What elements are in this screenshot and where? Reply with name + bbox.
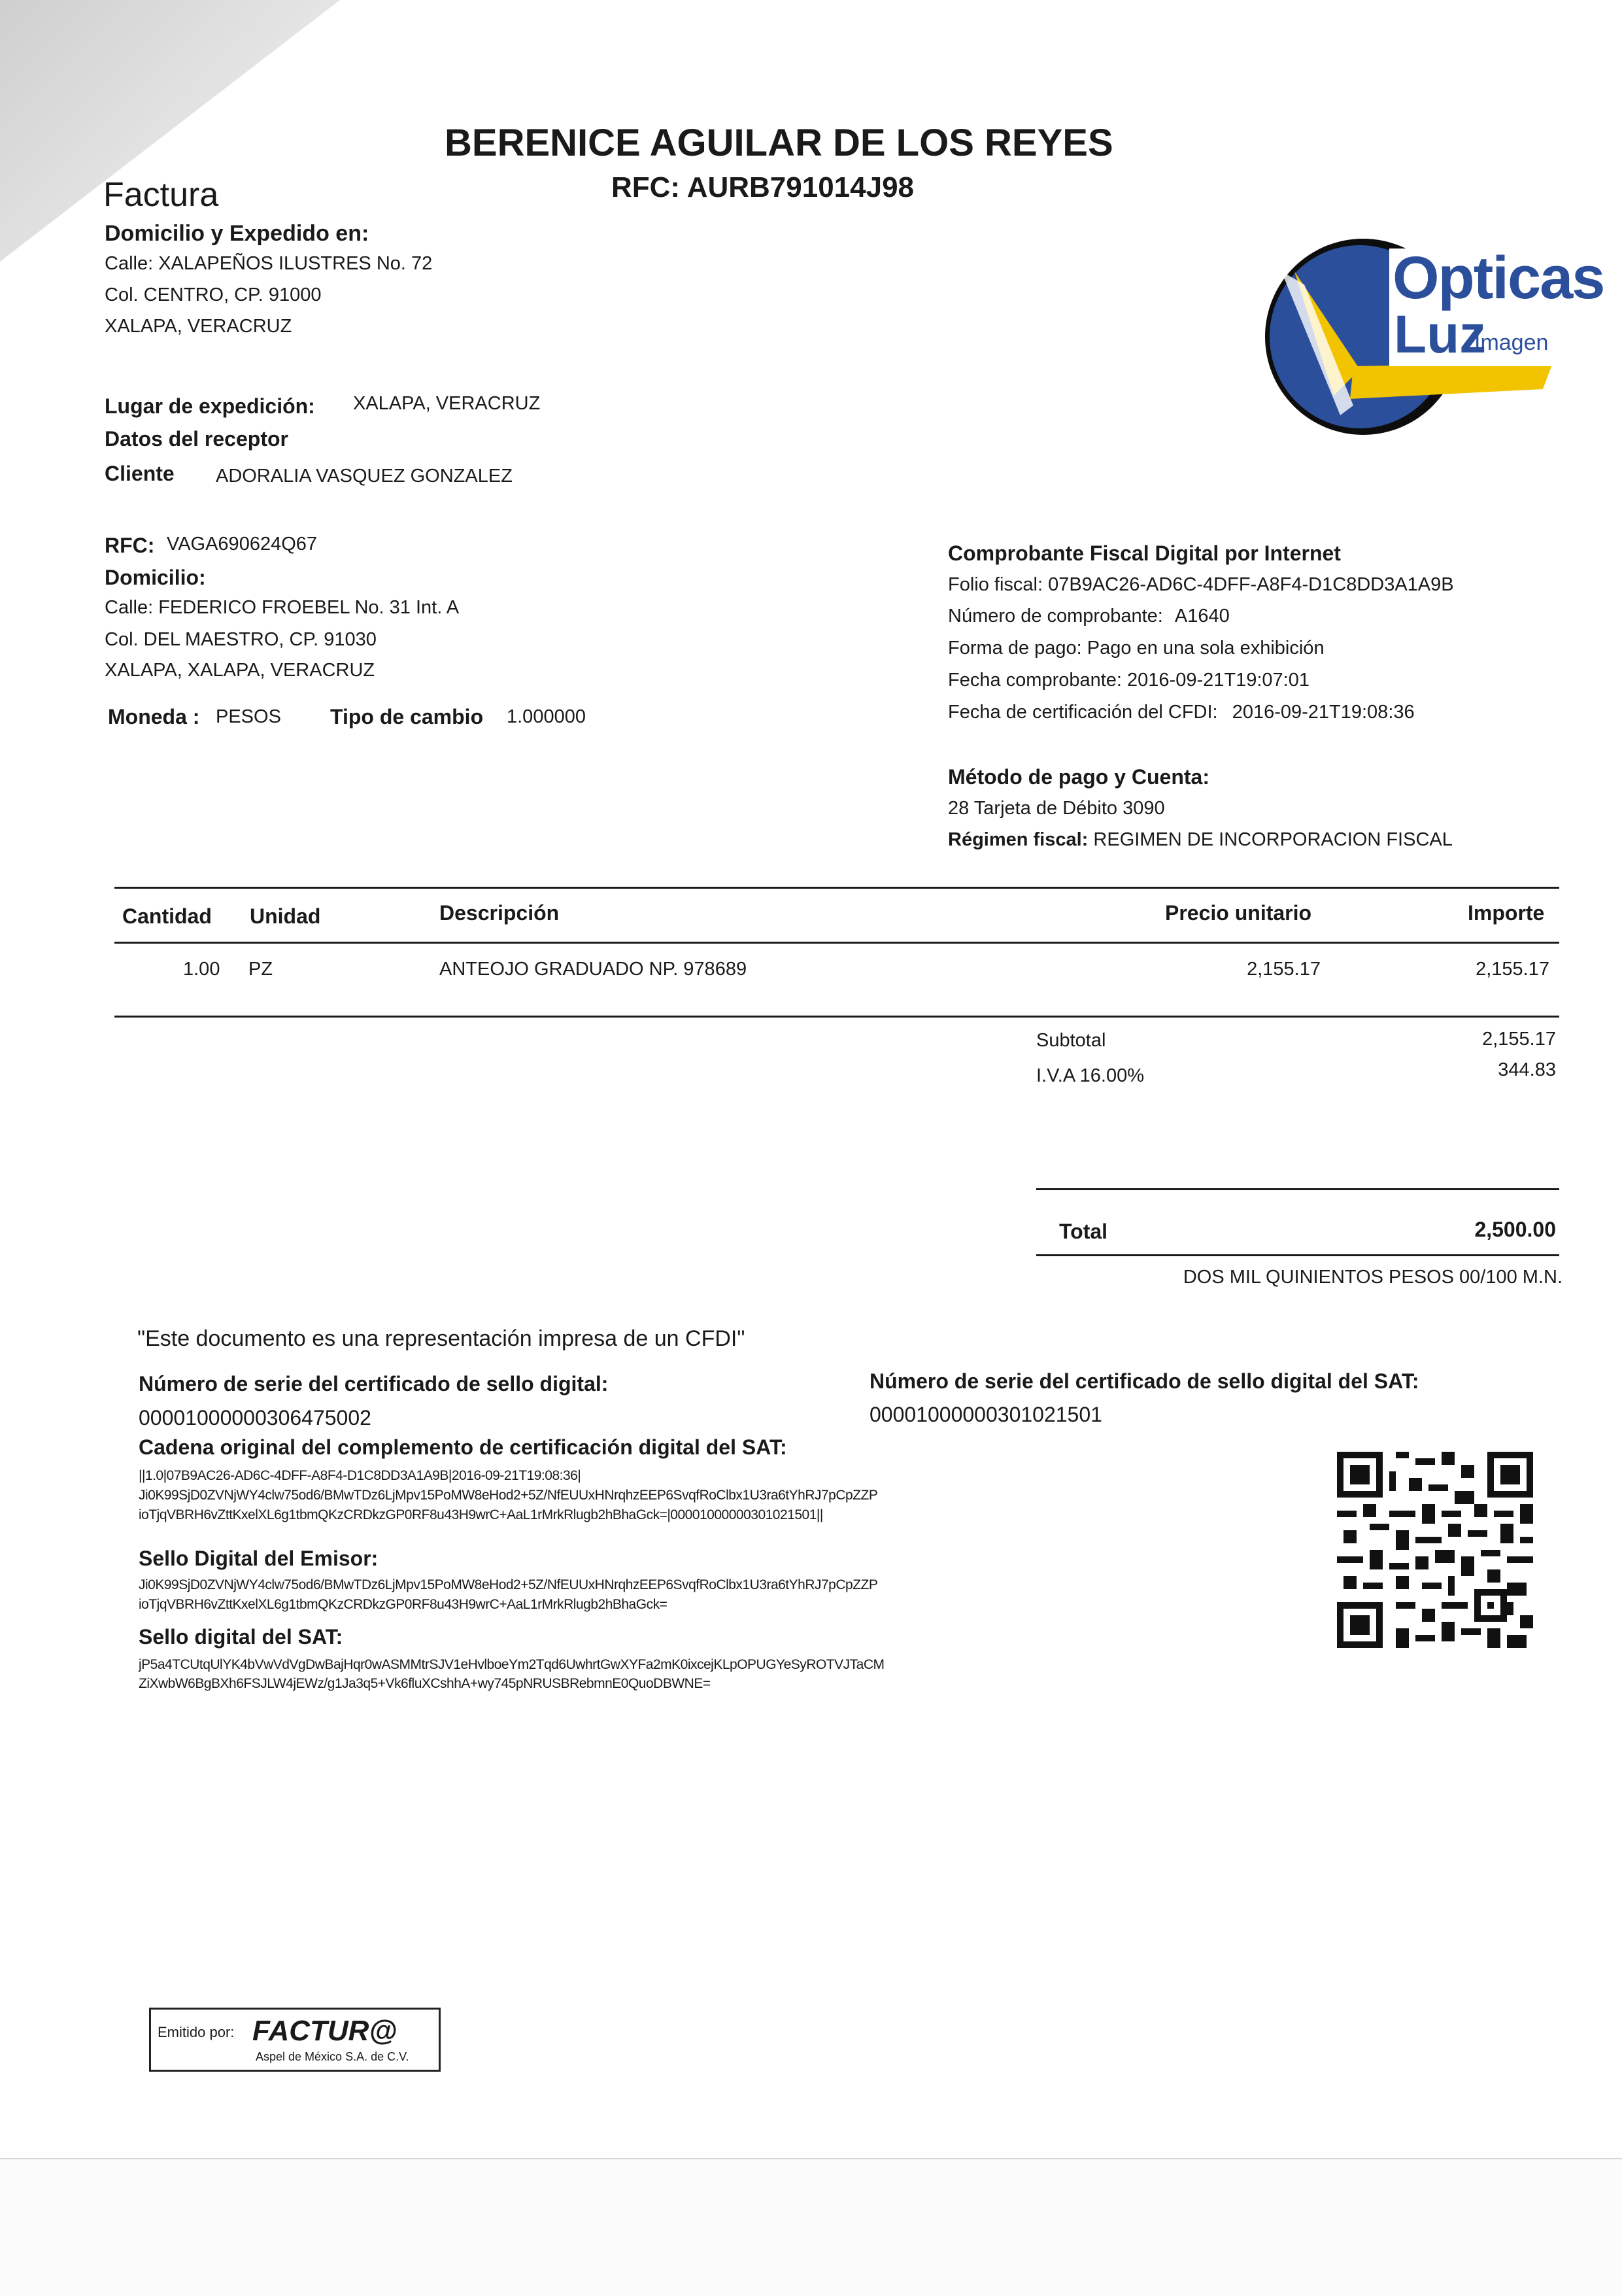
domicilio-line2: Col. CENTRO, CP. 91000 [105,284,322,305]
serie-label: Número de serie del certificado de sello digital: [139,1372,609,1396]
domicilio-line1: Calle: XALAPEÑOS ILUSTRES No. 72 [105,253,433,274]
row-precio: 2,155.17 [1247,959,1321,980]
lugar-value: XALAPA, VERACRUZ [353,393,541,414]
cfdi-cert-label: Fecha de certificación del CFDI: [948,702,1218,723]
sello-sat-label: Sello digital del SAT: [139,1625,343,1649]
receptor-domicilio-label: Domicilio: [105,566,206,589]
domicilio-line3: XALAPA, VERACRUZ [105,316,292,337]
col-cantidad: Cantidad [122,904,212,928]
qr-code [1330,1445,1540,1654]
regimen [948,829,1453,851]
cfdi-forma [948,638,1325,659]
moneda-value: PESOS [216,706,281,727]
col-descripcion: Descripción [439,901,560,925]
domicilio-heading: Domicilio y Expedido en: [105,221,369,246]
row-cantidad: 1.00 [183,959,220,980]
total-words: DOS MIL QUINIENTOS PESOS 00/100 M.N. [1183,1267,1563,1288]
scan-bottom-band [0,2158,1622,2296]
lugar-label: Lugar de expedición: [105,394,315,418]
emitido-brand: FACTUR@ [252,2015,397,2047]
col-precio: Precio unitario [1165,901,1312,925]
row-descripcion: ANTEOJO GRADUADO NP. 978689 [439,959,747,980]
opticas-luz-logo [1255,232,1604,441]
cfdi-heading: Comprobante Fiscal Digital por Internet [948,541,1341,565]
logo-word-luz: Luz [1394,305,1487,364]
row-importe: 2,155.17 [1476,959,1549,980]
receptor-rfc-label: RFC: [105,534,155,557]
cadena-label: Cadena original del complemento de certificación digital del SAT: [139,1435,787,1459]
moneda-label: Moneda : [108,705,200,728]
col-importe: Importe [1468,901,1545,925]
total-value: 2,500.00 [1474,1218,1556,1241]
subtotal-label: Subtotal [1036,1030,1106,1051]
emitido-por-stamp [149,2008,441,2072]
issuer-rfc-label: RFC: [611,171,681,203]
cfdi-numero-label: Número de comprobante: [948,606,1163,626]
serie-sat-label: Número de serie del certificado de sello digital del SAT: [870,1369,1419,1393]
serie-sat-value: 00001000000301021501 [870,1403,1102,1426]
iva-label: I.V.A 16.00% [1036,1065,1145,1086]
issuer-rfc-value: AURB791014J98 [686,171,915,203]
table-top-rule [114,887,1559,889]
cfdi-forma-label: Forma de pago: [948,638,1082,659]
regimen-value: REGIMEN DE INCORPORACION FISCAL [1093,829,1453,850]
issuer-rfc [611,171,914,204]
receptor-heading: Datos del receptor [105,427,288,451]
representacion-note: "Este documento es una representación impresa de un CFDI" [137,1326,745,1351]
cliente-value: ADORALIA VASQUEZ GONZALEZ [216,466,513,487]
total-bottom-rule [1036,1254,1559,1256]
sello-emisor-label: Sello Digital del Emisor: [139,1547,379,1570]
cfdi-certificacion [948,702,1415,723]
sello-emisor-line2: ioTjqVBRH6vZttKxelXL6g1tbmQKzCRDkzGP0RF8u43H9wrC+AaL1rMrkRlugb2hBhaGck= [139,1597,667,1612]
receptor-line3: XALAPA, XALAPA, VERACRUZ [105,660,375,681]
cfdi-folio-label: Folio fiscal: [948,574,1043,595]
table-bottom-rule [114,1016,1559,1018]
cfdi-numero [948,606,1230,627]
metodo-value: 28 Tarjeta de Débito 3090 [948,798,1165,819]
total-label: Total [1059,1220,1108,1243]
table-header-rule [114,942,1559,944]
tipo-cambio-label: Tipo de cambio [330,705,484,728]
emitido-label: Emitido por: [158,2024,235,2040]
cadena-line2: Ji0K99SjD0ZVNjWY4clw75od6/BMwTDz6LjMpv15PoMW8eHod2+5Z/NfEUUxHNrqhzEEP6SvqfRoClbx1U3ra6tYhRJ7pCpZZP [139,1488,878,1503]
regimen-label: Régimen fiscal: [948,829,1089,850]
qr-graphic [1330,1445,1540,1654]
col-unidad: Unidad [250,904,321,928]
metodo-heading: Método de pago y Cuenta: [948,765,1209,789]
sello-emisor-line1: Ji0K99SjD0ZVNjWY4clw75od6/BMwTDz6LjMpv15PoMW8eHod2+5Z/NfEUUxHNrqhzEEP6SvqfRoClbx1U3ra6tYhRJ7pCpZZP [139,1577,878,1592]
cfdi-cert-value: 2016-09-21T19:08:36 [1232,702,1415,723]
cliente-label: Cliente [105,462,175,485]
sello-sat-line2: ZiXwbW6BgBXh6FSJLW4jEWz/g1Ja3q5+Vk6fluXCshhA+wy745pNRUSBRebmnE0QuoDBWNE= [139,1676,711,1691]
serie-value: 00001000000306475002 [139,1406,371,1430]
cfdi-folio [948,574,1454,596]
doc-title: Factura [103,176,219,214]
cfdi-folio-value: 07B9AC26-AD6C-4DFF-A8F4-D1C8DD3A1A9B [1048,574,1454,595]
cfdi-fecha [948,670,1309,691]
sello-sat-line1: jP5a4TCUtqUlYK4bVwVdVgDwBajHqr0wASMMtrSJV1eHvlboeYm2Tqd6UwhrtGwXYFa2mK0ixcejKLpOPUGYeSyROTVJTaCM [139,1657,885,1672]
receptor-line1: Calle: FEDERICO FROEBEL No. 31 Int. A [105,597,460,618]
issuer-name: BERENICE AGUILAR DE LOS REYES [445,122,1113,164]
cfdi-forma-value: Pago en una sola exhibición [1087,638,1325,659]
iva-value: 344.83 [1498,1059,1556,1080]
cfdi-numero-value: A1640 [1174,606,1230,626]
cfdi-fecha-label: Fecha comprobante: [948,670,1122,691]
logo-word-opticas: Opticas [1393,245,1604,311]
tipo-cambio-value: 1.000000 [507,706,586,727]
row-unidad: PZ [248,959,273,980]
logo-word-imagen: Imagen [1474,330,1549,355]
subtotal-value: 2,155.17 [1482,1029,1556,1050]
receptor-line2: Col. DEL MAESTRO, CP. 91030 [105,629,377,650]
total-top-rule [1036,1188,1559,1190]
emitido-sub: Aspel de México S.A. de C.V. [256,2050,409,2063]
cadena-line3: ioTjqVBRH6vZttKxelXL6g1tbmQKzCRDkzGP0RF8u43H9wrC+AaL1rMrkRlugb2hBhaGck=|00001000000301021501|| [139,1507,823,1522]
cfdi-fecha-value: 2016-09-21T19:07:01 [1127,670,1309,691]
cadena-line1: ||1.0|07B9AC26-AD6C-4DFF-A8F4-D1C8DD3A1A9B|2016-09-21T19:08:36| [139,1468,581,1483]
receptor-rfc-value: VAGA690624Q67 [167,534,318,555]
